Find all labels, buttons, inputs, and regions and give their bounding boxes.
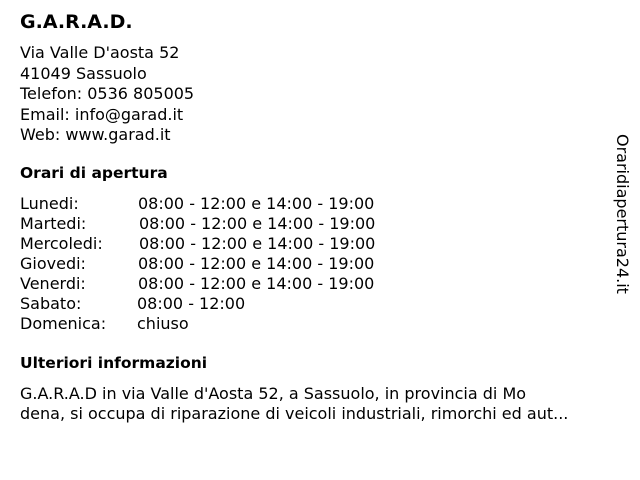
time-value: 08:00 - 12:00 e 14:00 - 19:00 bbox=[138, 274, 375, 293]
day-label: Mercoledi: bbox=[20, 234, 103, 253]
time-value: 08:00 - 12:00 bbox=[137, 294, 246, 313]
website: Web: www.garad.it bbox=[20, 125, 171, 144]
opening-hours-list bbox=[20, 194, 440, 334]
hours-row-monday bbox=[20, 194, 440, 214]
watermark-text: Oraridiapertura24.it bbox=[613, 134, 632, 294]
day-label: Domenica: bbox=[20, 314, 107, 333]
description-line: G.A.R.A.D in via Valle d'Aosta 52, a Sassuolo, in provincia di Mo bbox=[20, 384, 527, 403]
hours-row-wednesday bbox=[20, 234, 440, 254]
hours-row-saturday bbox=[20, 294, 440, 314]
time-value: 08:00 - 12:00 e 14:00 - 19:00 bbox=[138, 254, 375, 273]
description-line: dena, si occupa di riparazione di veicoli industriali, rimorchi ed aut... bbox=[20, 404, 569, 423]
hours-row-friday bbox=[20, 274, 440, 294]
hours-row-sunday bbox=[20, 314, 440, 334]
hours-row-tuesday bbox=[20, 214, 440, 234]
info-heading: Ulteriori informazioni bbox=[20, 354, 208, 372]
day-label: Venerdi: bbox=[20, 274, 86, 293]
time-value: chiuso bbox=[137, 314, 189, 333]
time-value: 08:00 - 12:00 e 14:00 - 19:00 bbox=[138, 194, 375, 213]
day-label: Giovedi: bbox=[20, 254, 86, 273]
address-city: 41049 Sassuolo bbox=[20, 63, 147, 83]
address-street: Via Valle D'aosta 52 bbox=[20, 43, 180, 62]
address-block bbox=[20, 43, 194, 146]
time-value: 08:00 - 12:00 e 14:00 - 19:00 bbox=[139, 214, 376, 233]
hours-row-thursday bbox=[20, 254, 440, 274]
day-label: Martedi: bbox=[20, 214, 87, 233]
day-label: Lunedi: bbox=[20, 194, 79, 213]
phone-number: Telefon: 0536 805005 bbox=[20, 84, 195, 103]
business-name: G.A.R.A.D. bbox=[20, 11, 133, 33]
hours-heading: Orari di apertura bbox=[20, 164, 168, 182]
business-description bbox=[20, 384, 625, 424]
day-label: Sabato: bbox=[20, 294, 82, 313]
time-value: 08:00 - 12:00 e 14:00 - 19:00 bbox=[139, 234, 376, 253]
email-address: Email: info@garad.it bbox=[20, 104, 184, 124]
